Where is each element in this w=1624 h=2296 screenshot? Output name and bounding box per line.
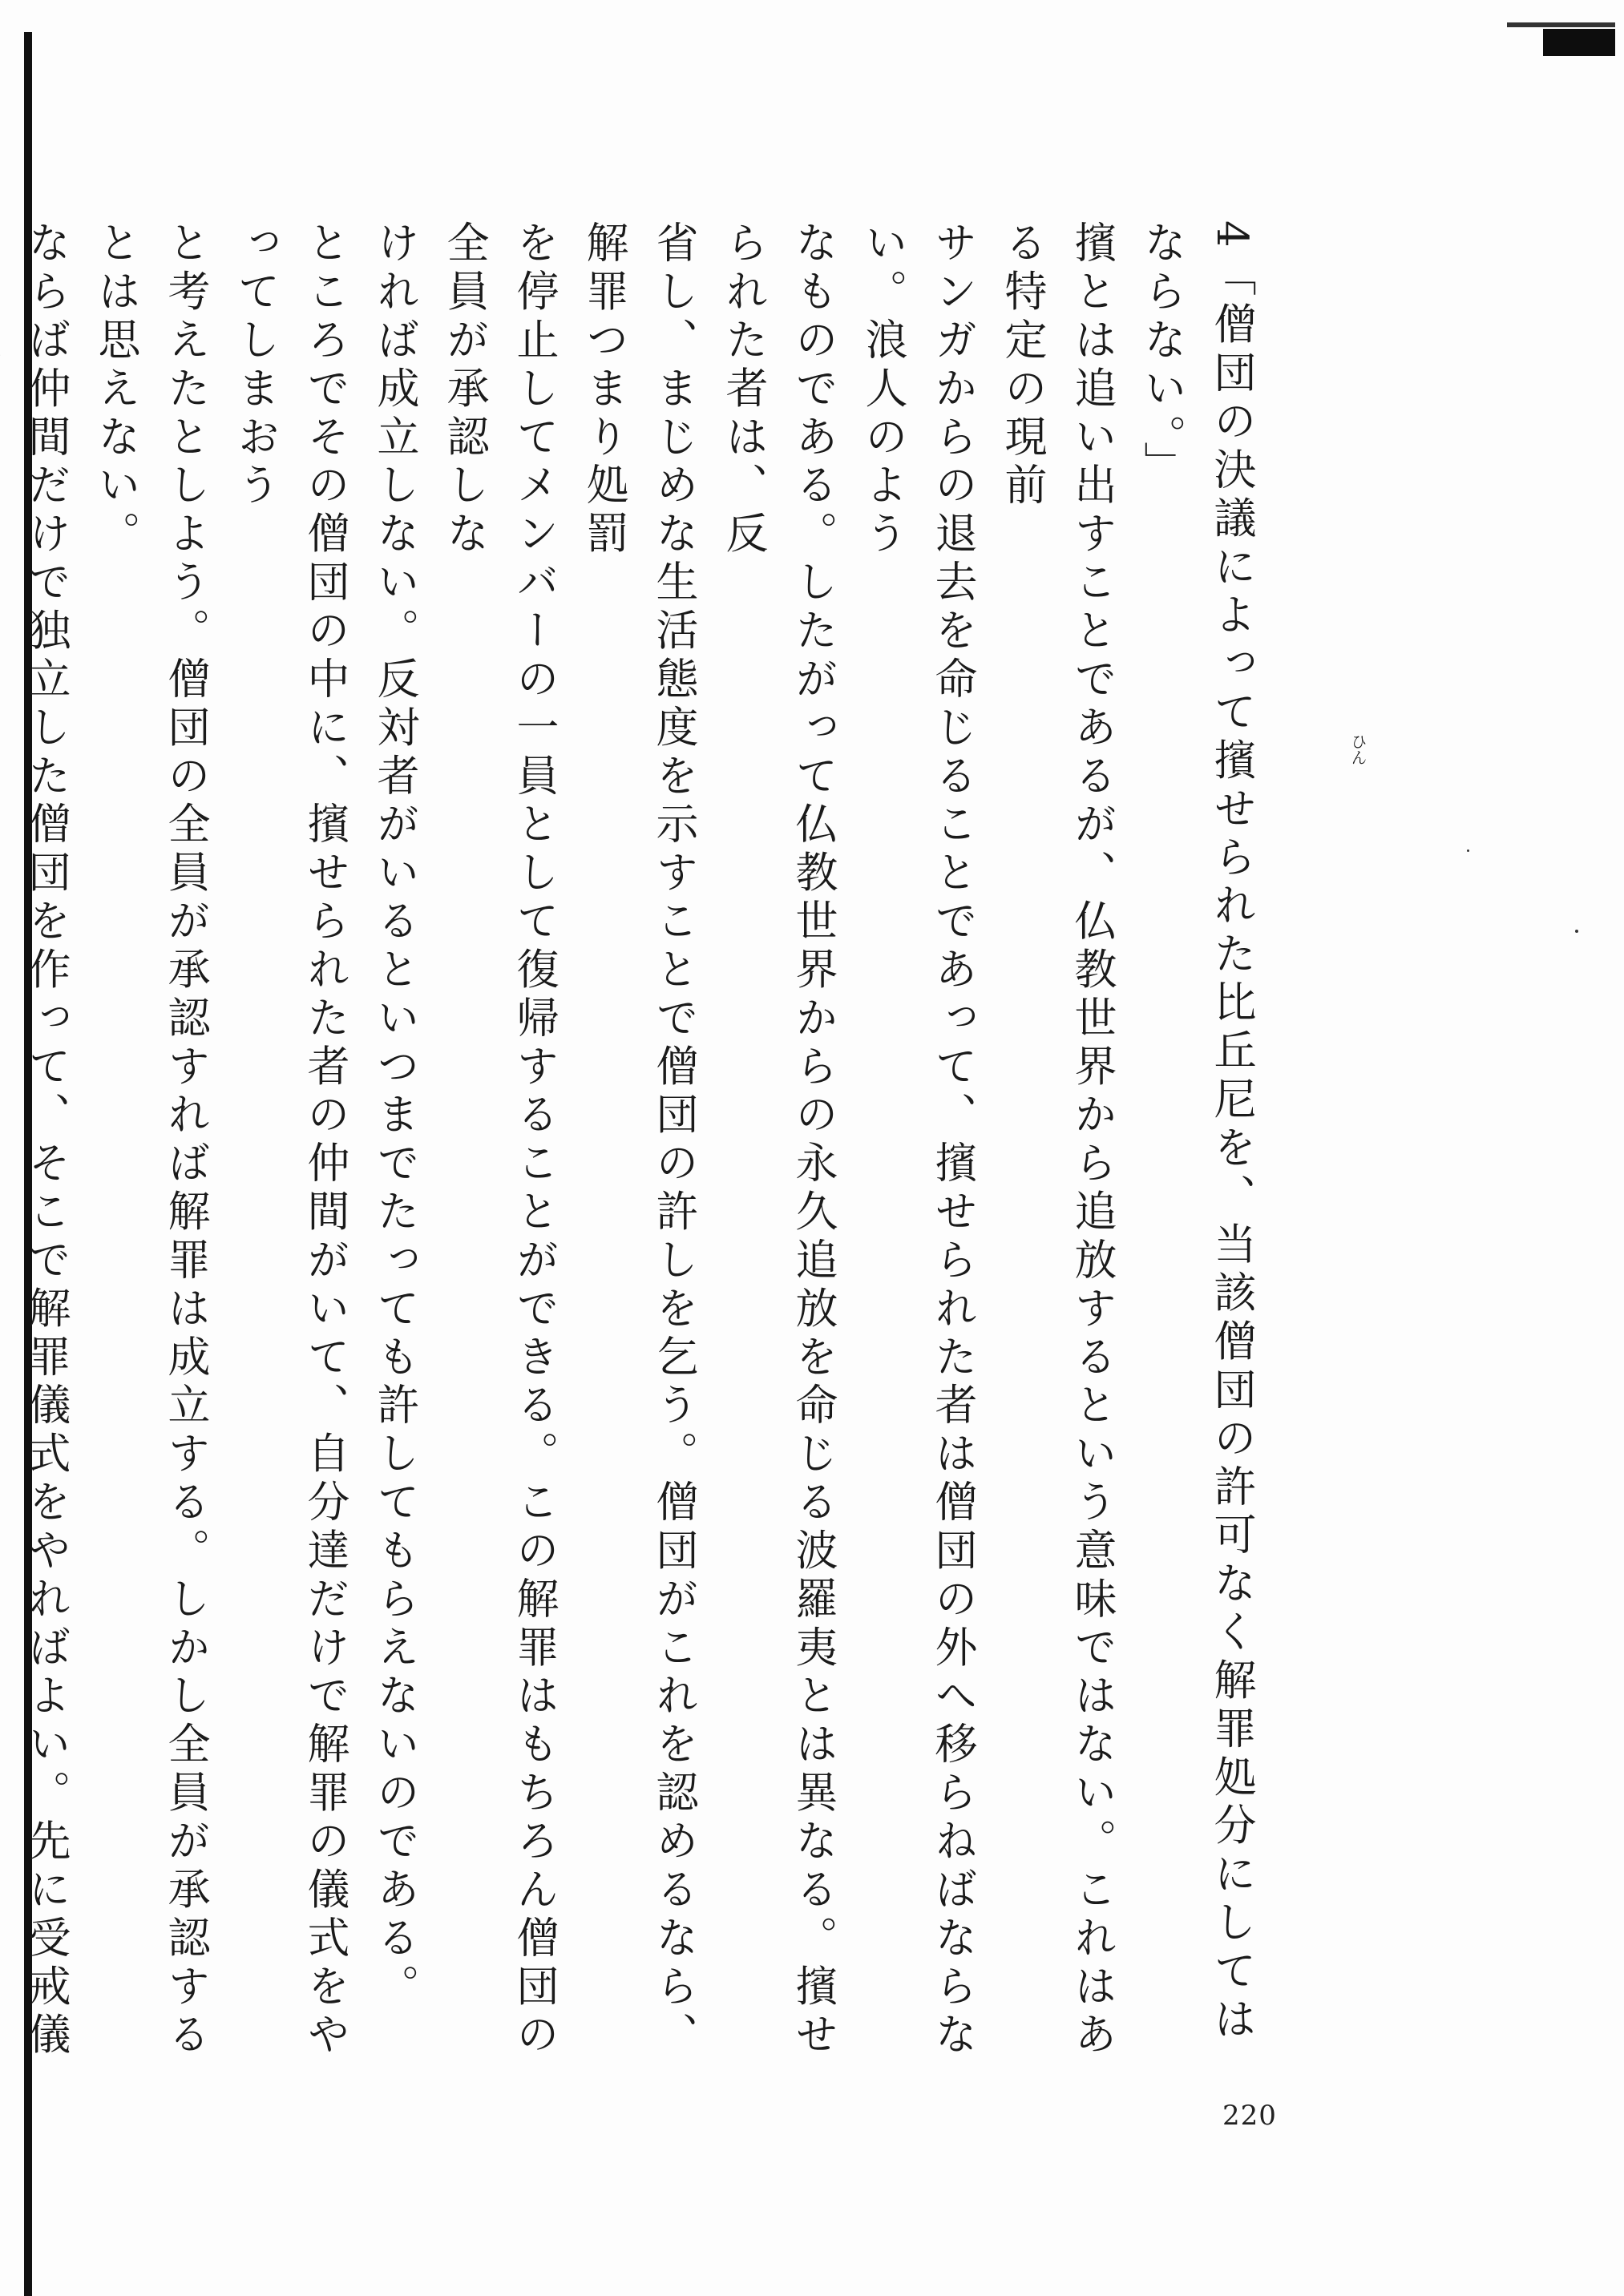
text-line [848,220,988,2064]
text-line [988,220,1127,2064]
scan-top-mark-thin [1507,22,1615,27]
line-4: なものである。したがって仏教世界からの永久追放を命じる波羅夷とは異なる。擯せられた者は、反 [719,220,838,2060]
text-line [709,220,848,2064]
page-number: 220 [1222,2100,1277,2132]
text-line [81,220,220,2064]
text-line [569,220,709,2064]
text-line [1127,220,1266,2064]
line-6: を停止してメンバーの一員として復帰することができる。この解罪はもちろん僧団の全員が承認しな [440,220,559,2060]
line-1: 4「僧団の決議によって擯せられた比丘尼を、当該僧団の許可なく解罪処分にしてはならない。」 [1137,220,1256,2045]
line-10: ならば仲間だけで独立した僧団を作って、そこで解罪儀式をやればよい。先に受戒儀 [22,220,71,2060]
line-5: 省し、まじめな生活態度を示すことで僧団の許しを乞う。僧団がこれを認めるなら、解罪つまり処罰 [580,220,698,2060]
line-2: 擯とは追い出すことであるが、仏教世界から追放するという意味ではない。これはある特定の現前 [998,220,1117,2060]
scan-speck [1575,930,1578,933]
text-line [220,220,360,2064]
scan-top-mark [1543,29,1615,56]
text-line [360,220,430,2064]
scan-speck [1467,849,1469,852]
vertical-body-text [22,220,1266,2064]
text-line [430,220,569,2064]
line-3: サンガからの退去を命じることであって、擯せられた者は僧団の外へ移らねばならない。浪人のよう [858,220,977,2060]
ruby-annotation: ひん [1348,733,1367,765]
line-8: ところでその僧団の中に、擯せられた者の仲間がいて、自分達だけで解罪の儀式をやってしまおう [231,220,349,2060]
text-line [0,220,81,2064]
line-9: と考えたとしよう。僧団の全員が承認すれば解罪は成立する。しかし全員が承認するとは思えない。 [91,220,210,2060]
line-7: ければ成立しない。反対者がいるといつまでたっても許してもらえないのである。 [370,220,419,2012]
